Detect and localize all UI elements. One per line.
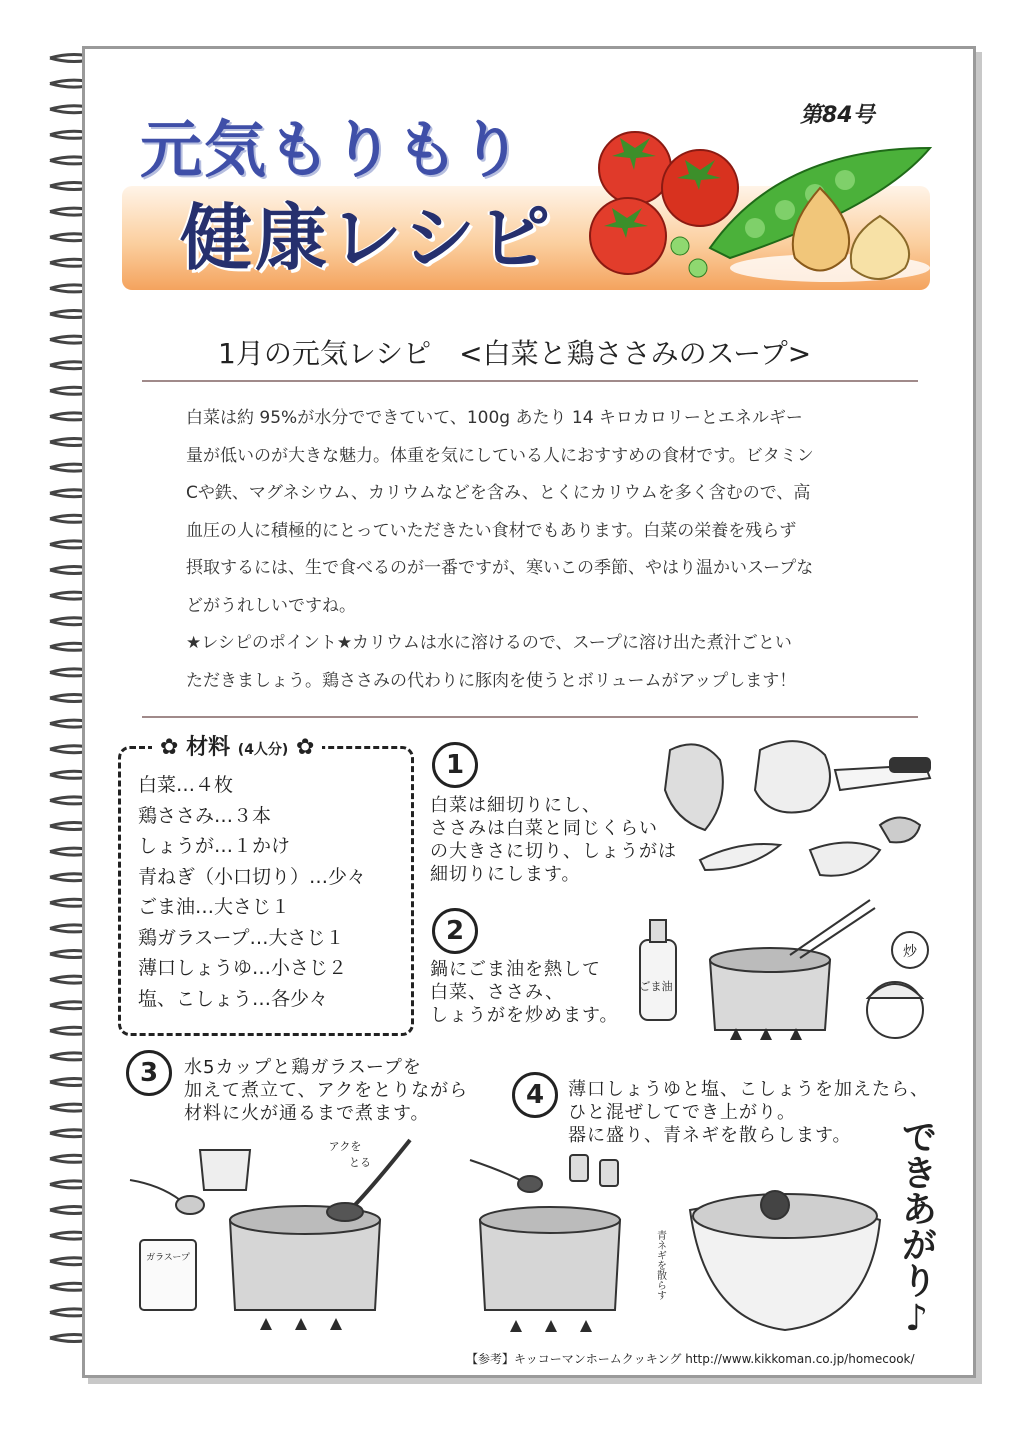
step-4-number: 4 [512,1072,558,1118]
vegetables-illustration [580,118,940,293]
cabbage-icon [665,744,723,830]
ginger-icon [880,818,920,843]
step-3-number: 3 [126,1050,172,1096]
intro-line: ただきましょう。鶏ささみの代わりに豚肉を使うとボリュームがアップします！ [186,670,797,691]
ingredient-list [138,770,366,1014]
ingredient-item: しょうが…１かけ [138,835,291,857]
step-line: 細切りにします。 [430,864,581,885]
intro-line: 白菜は約 95%が水分でできていて、100g あたり 14 キロカロリーとエネルギー [186,408,803,428]
ingredient-item: 塩、こしょう…各少々 [138,987,329,1010]
pepper-shaker-icon [600,1160,618,1186]
title-line-2: 健康レシピ [180,196,554,280]
step-3-illustration [120,1130,430,1340]
recipe-title: 1月の元気レシピ <白菜と鶏ささみのスープ> [218,337,812,370]
spoon-icon [130,1180,180,1200]
ingredient-item: 薄口しょうゆ…小さじ２ [138,957,348,979]
step-4-illustration [450,1150,890,1345]
ingredient-item: ごま油…大さじ１ [138,896,291,918]
salt-shaker-icon [570,1155,588,1181]
onion-icon [851,216,909,279]
intro-text [186,400,886,700]
step-line: 白菜、ささみ、 [430,982,565,1003]
intro-line: 摂取するには、生で食べるのが一番ですが、寒いこの季節、やはり温かいスープな [186,558,814,578]
step-1-illustration [650,730,950,910]
step-2-illustration [620,890,950,1060]
step-line: の大きさに切り、しょうがは [430,841,677,862]
intro-line: Cや鉄、マグネシウム、カリウムなどを含み、とくにカリウムを多く含むので、高 [186,483,811,503]
gara-soup-pack-icon [140,1240,196,1310]
issue-number: 第84号 [800,103,875,128]
servings: (4人分) [237,742,289,758]
tomato-icon [590,198,666,274]
sesame-oil-label: ごま油 [639,980,673,993]
step-line: 白菜は細切りにし、 [430,795,601,816]
intro-line: ★レシピのポイント★カリウムは水に溶けるので、スープに溶け出た煮汁ごとい [186,633,792,653]
ingredient-item: 白菜…４枚 [138,774,234,796]
tomato-icon [662,150,738,226]
divider-bottom [142,716,918,718]
step-2-number: 2 [432,908,478,954]
flower-icon: ✿ [160,735,179,760]
chicken-strip-icon [700,844,780,870]
intro-line: 量が低いのが大きな魅力。体重を気にしている人におすすめの食材です。ビタミン [186,445,814,466]
step-1-number: 1 [432,742,478,788]
step-2-text [430,958,619,1027]
ingredient-item: 鶏ガラスープ…大さじ１ [138,926,345,949]
step-3-text [184,1056,468,1125]
toru-label: とる [349,1156,371,1169]
step-line: 鍋にごま油を熱して [430,959,601,980]
tomato-icon [599,132,671,204]
ingredient-item: 鶏ささみ…３本 [138,804,272,827]
intro-line: どがうれしいですね。 [186,595,356,616]
step-1-text [430,794,677,886]
step-line: 水5カップと鶏ガラスープを [184,1057,422,1078]
step-line: 加えて煮立て、アクをとりながら [184,1080,469,1101]
shredded-cabbage-icon [755,741,830,812]
done-label [888,1118,944,1349]
done-text: できあがり♪ [896,1118,937,1339]
step-line: ささみは白菜と同じくらい [430,818,658,839]
step-line: 材料に火が通るまで煮ます。 [184,1103,430,1124]
stir-fry-label: 炒 [903,944,917,960]
ingredients-title [152,730,322,761]
step-4-text [568,1078,929,1147]
step-line: ひと混ぜしてでき上がり。 [568,1102,796,1123]
title-line-1: 元気もりもり [140,113,525,186]
flower-icon: ✿ [296,735,315,760]
spoon-icon [470,1160,520,1180]
step-line: 薄口しょうゆと塩、こしょうを加えたら、 [568,1079,929,1100]
ingredients-heading: 材料 [186,735,231,760]
gara-soup-label: ガラスープ [146,1253,190,1263]
chopsticks-icon [790,900,870,955]
step-line: 器に盛り、青ネギを散らします。 [568,1125,852,1146]
reference-link[interactable]: 【参考】キッコーマンホームクッキング http://www.kikkoman.co.jp/homecook/ [466,1352,915,1366]
aku-label: アクを [328,1140,362,1153]
ingredient-item: 青ねぎ（小口切り）…少々 [138,865,367,888]
measuring-cup-icon [200,1150,250,1190]
step-line: しょうがを炒めます。 [430,1005,619,1026]
intro-line: 血圧の人に積極的にとっていただきたい食材でもあります。白菜の栄養を残らず [186,520,797,541]
negi-label: 青ネギを散らす [654,1230,666,1300]
divider-top [142,380,918,382]
